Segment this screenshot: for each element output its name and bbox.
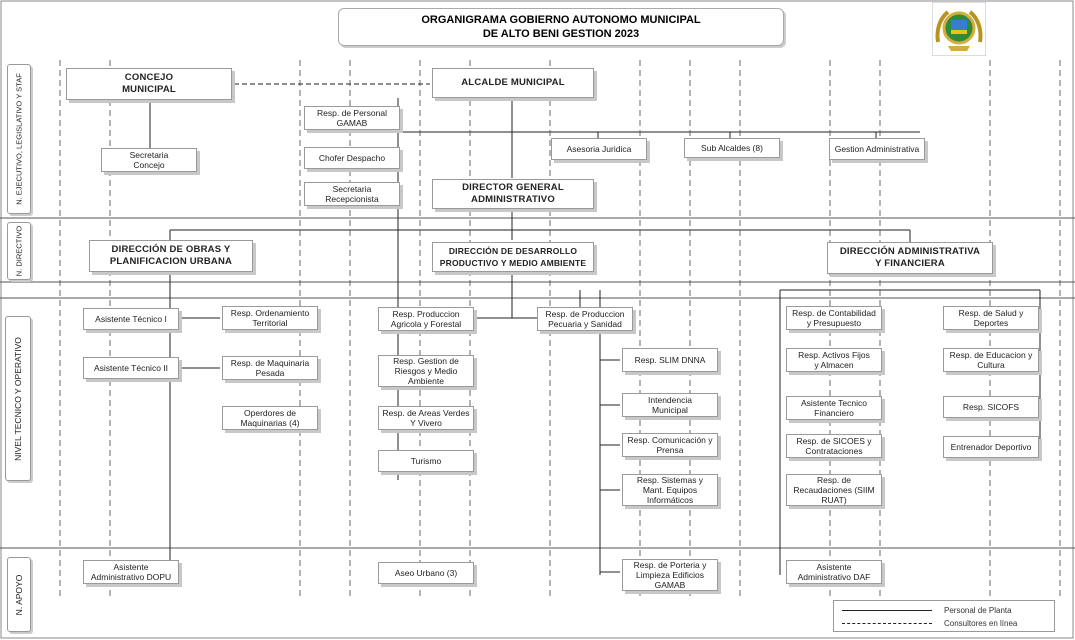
areas-verdes-box: Resp. de Areas Verdes Y Vivero <box>378 406 474 430</box>
legend-consultores: Consultores en línea <box>944 619 1018 628</box>
director-general-box: DIRECTOR GENERAL ADMINISTRATIVO <box>432 179 594 209</box>
solid-line-swatch <box>842 610 932 611</box>
asistente-tecnico-2-box: Asistente Técnico II <box>83 357 179 379</box>
direccion-desarrollo-box: DIRECCIÓN DE DESARROLLO PRODUCTIVO Y MEDIO AMBIENTE <box>432 242 594 272</box>
dashed-line-swatch <box>842 623 932 624</box>
educacion-cultura-box: Resp. de Educacion y Cultura <box>943 348 1039 372</box>
operadores-maquinarias-box: Operdores de Maquinarias (4) <box>222 406 318 430</box>
maquinaria-pesada-box: Resp. de Maquinaria Pesada <box>222 356 318 380</box>
produccion-pecuaria-box: Resp. de Produccion Pecuaria y Sanidad <box>537 307 633 331</box>
asistente-tecnico-1-box: Asistente Técnico I <box>83 308 179 330</box>
level-executive: N. EJECUTIVO, LEGISLATIVO Y STAF <box>7 64 31 214</box>
gestion-administrativa-box: Gestion Administrativa <box>829 138 925 160</box>
comunicacion-box: Resp. Comunicación y Prensa <box>622 433 718 457</box>
ordenamiento-territorial-box: Resp. Ordenamiento Territorial <box>222 306 318 330</box>
municipal-coat-of-arms-icon <box>932 2 986 56</box>
alcalde-box: ALCALDE MUNICIPAL <box>432 68 594 98</box>
legend <box>833 600 1055 632</box>
intendencia-box: Intendencia Municipal <box>622 393 718 417</box>
produccion-agricola-box: Resp. Produccion Agricola y Forestal <box>378 307 474 331</box>
sicofs-box: Resp. SICOFS <box>943 396 1039 418</box>
chart-title: ORGANIGRAMA GOBIERNO AUTONOMO MUNICIPAL DE ALTO BENI GESTION 2023 <box>338 8 784 46</box>
secretaria-recepcionista-box: Secretaria Recepcionista <box>304 182 400 206</box>
sicoes-box: Resp. de SICOES y Contrataciones <box>786 434 882 458</box>
concejo-municipal-box: CONCEJO MUNICIPAL <box>66 68 232 100</box>
recaudaciones-box: Resp. de Recaudaciones (SIIM RUAT) <box>786 474 882 506</box>
entrenador-deportivo-box: Entrenador Deportivo <box>943 436 1039 458</box>
subalcaldes-box: Sub Alcaldes (8) <box>684 138 780 158</box>
direccion-administrativa-box: DIRECCIÓN ADMINISTRATIVA Y FINANCIERA <box>827 242 993 274</box>
sistemas-box: Resp. Sistemas y Mant. Equipos Informáticos <box>622 474 718 506</box>
porteria-box: Resp. de Porteria y Limpieza Edificios GAMAB <box>622 559 718 591</box>
contabilidad-box: Resp. de Contabilidad y Presupuesto <box>786 306 882 330</box>
level-support: N. APOYO <box>7 557 31 632</box>
aseo-urbano-box: Aseo Urbano (3) <box>378 562 474 584</box>
slim-dnna-box: Resp. SLIM DNNA <box>622 348 718 372</box>
direccion-obras-box: DIRECCIÓN DE OBRAS Y PLANIFICACION URBANA <box>89 240 253 272</box>
resp-personal-box: Resp. de Personal GAMAB <box>304 106 400 130</box>
secretaria-concejo-box: Secretaria Concejo <box>101 148 197 172</box>
level-directive: N. DIRECTIVO <box>7 222 31 280</box>
gestion-riesgos-box: Resp. Gestion de Riesgos y Medio Ambiente <box>378 355 474 387</box>
level-technical: NIVEL TECNICO Y OPERATIVO <box>5 316 31 481</box>
asistente-daf-box: Asistente Administrativo DAF <box>786 560 882 584</box>
activos-fijos-box: Resp. Activos Fijos y Almacen <box>786 348 882 372</box>
salud-deportes-box: Resp. de Salud y Deportes <box>943 306 1039 330</box>
chofer-box: Chofer Despacho <box>304 147 400 169</box>
turismo-box: Turismo <box>378 450 474 472</box>
asistente-dopu-box: Asistente Administrativo DOPU <box>83 560 179 584</box>
asesoria-box: Asesoria Juridica <box>551 138 647 160</box>
legend-planta: Personal de Planta <box>944 606 1012 615</box>
asistente-financiero-box: Asistente Tecnico Financiero <box>786 396 882 420</box>
